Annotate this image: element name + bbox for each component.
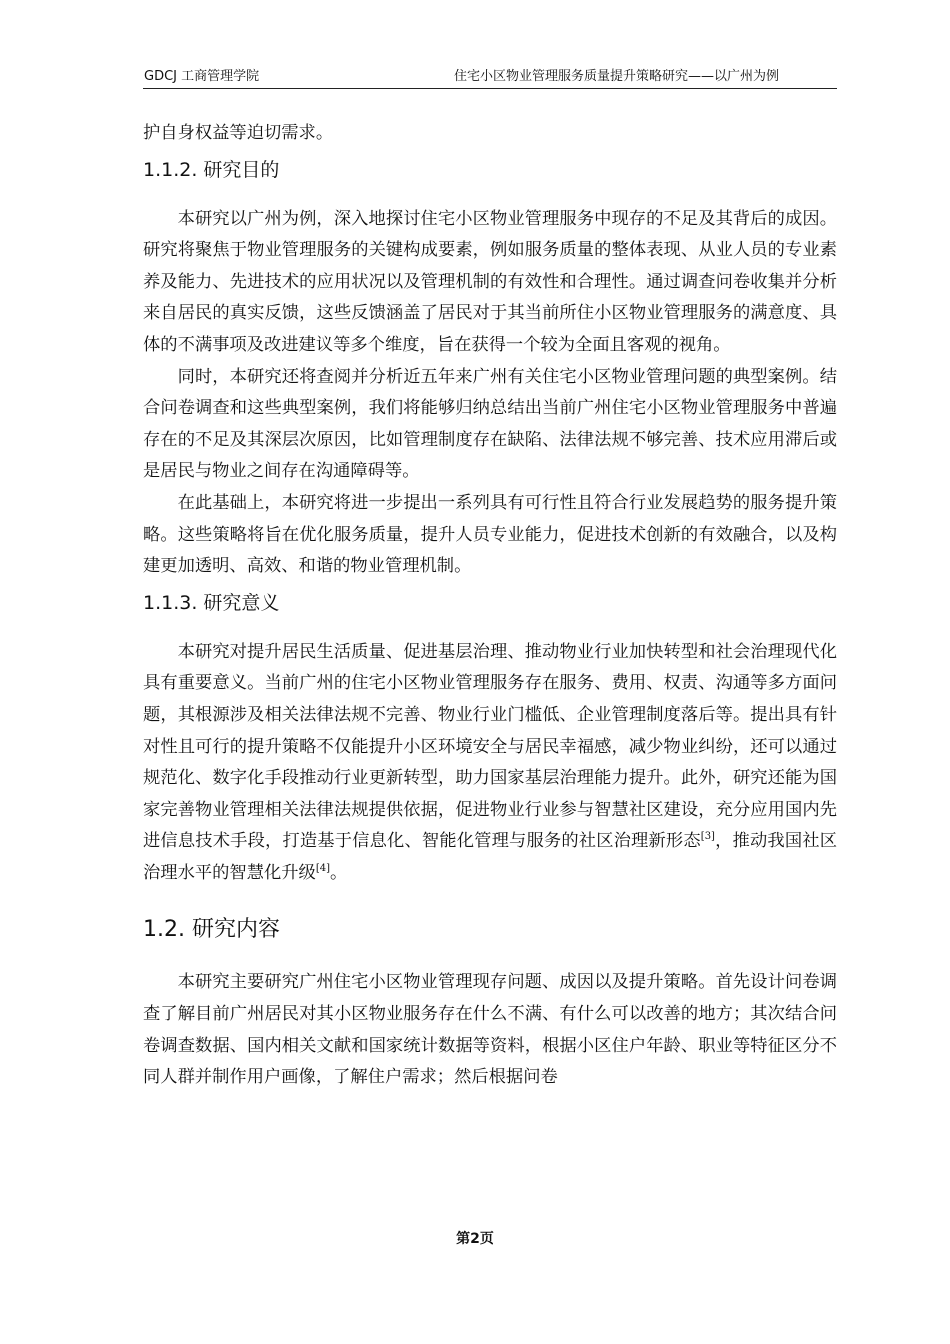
paragraph-purpose-2: 同时，本研究还将查阅并分析近五年来广州有关住宅小区物业管理问题的典型案例。结合问卷调查和这些典型案例，我们将能够归纳总结出当前广州住宅小区物业管理服务中普遍存在的不足及其深层次原因，比如管理制度存在缺陷、法律法规不够完善、技术应用滞后或是居民与物业之间存在沟通障碍等。	[143, 366, 837, 482]
paragraph-content: 本研究主要研究广州住宅小区物业管理现存问题、成因以及提升策略。首先设计问卷调查了解目前广州居民对其小区物业服务存在什么不满、有什么可以改善的地方；其次结合问卷调查数据、国内相关文献和国家统计数据等资料，根据小区住户年龄、职业等特征区分不同人群并制作用户画像，了解住户需求；然后根据问卷	[143, 972, 837, 1088]
page-body	[143, 118, 837, 1094]
section-heading-1-2: 1.2. 研究内容	[143, 917, 280, 943]
paragraph-purpose-1: 本研究以广州为例，深入地探讨住宅小区物业管理服务中现存的不足及其背后的成因。研究将聚焦于物业管理服务的关键构成要素，例如服务质量的整体表现、从业人员的专业素养及能力、先进技术的应用状况以及管理机制的有效性和合理性。通过调查问卷收集并分析来自居民的真实反馈，这些反馈涵盖了居民对于其当前所住小区物业管理服务的满意度、具体的不满事项及改进建议等多个维度，旨在获得一个较为全面且客观的视角。	[143, 208, 837, 355]
paragraph-purpose-3: 在此基础上，本研究将进一步提出一系列具有可行性且符合行业发展趋势的服务提升策略。这些策略将旨在优化服务质量，提升人员专业能力，促进技术创新的有效融合，以及构建更加透明、高效、和谐的物业管理机制。	[143, 492, 837, 577]
citation-4: [4]	[315, 863, 330, 875]
paragraph-significance	[143, 637, 837, 890]
citation-3: [3]	[700, 831, 715, 843]
header-institution: GDCJ 工商管理学院	[144, 69, 260, 84]
significance-text-c: 。	[330, 862, 348, 883]
header-document-title: 住宅小区物业管理服务质量提升策略研究——以广州为例	[453, 69, 779, 84]
page-header	[143, 68, 837, 89]
section-heading-1-1-2: 1.1.2. 研究目的	[143, 158, 280, 181]
significance-text-a: 本研究对提升居民生活质量、促进基层治理、推动物业行业加快转型和社会治理现代化具有重要意义。当前广州的住宅小区物业管理服务存在服务、费用、权责、沟通等多方面问题，其根源涉及相关法律法规不完善、物业行业门槛低、企业管理制度落后等。提出具有针对性且可行的提升策略不仅能提升小区环境安全与居民幸福感，减少物业纠纷，还可以通过规范化、数字化手段推动行业更新转型，助力国家基层治理能力提升。此外，研究还能为国家完善物业管理相关法律法规提供依据，促进物业行业参与智慧社区建设，充分应用国内先进信息技术手段，打造基于信息化、智能化管理与服务的社区治理新形态	[143, 641, 837, 852]
page-number: 第2页	[456, 1231, 494, 1247]
continuation-paragraph: 护自身权益等迫切需求。	[143, 123, 334, 143]
significance-text-b: ，推动我国社区治理水平的智慧化升级	[143, 831, 837, 883]
section-heading-1-1-3: 1.1.3. 研究意义	[143, 591, 280, 614]
